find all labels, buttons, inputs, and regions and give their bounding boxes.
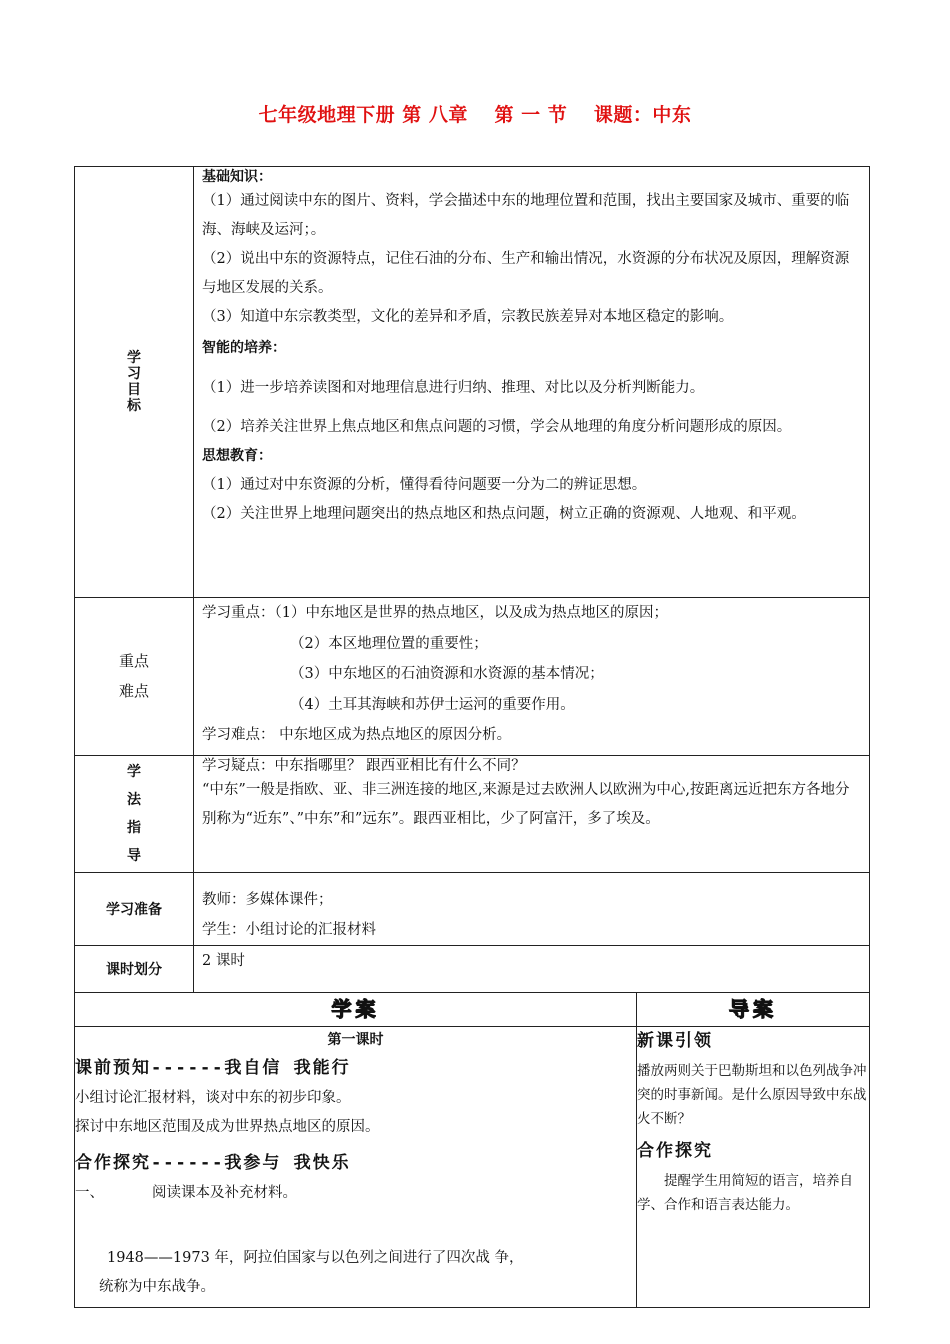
lesson-title: 第一课时 xyxy=(327,1031,384,1048)
prep-content xyxy=(194,872,870,945)
method-answer: “中东”一般是指欧、亚、非三洲连接的地区,来源是过去欧洲人以欧洲为中心,按距离远近把东方各地分别称为“近东”、”中东”和”远东”。跟西亚相比，少了阿富汗，多了埃及。 xyxy=(202,781,850,827)
prep-row xyxy=(75,872,870,945)
explore-title: 合作探究------我参与 我快乐 xyxy=(75,1152,351,1173)
difficulty-point: 学习难点： 中东地区成为热点地区的原因分析。 xyxy=(202,727,512,743)
schedule-row xyxy=(75,945,870,992)
preview-item-2: 探讨中东地区范围及成为世界热点地区的原因。 xyxy=(75,1118,380,1135)
material-line-2: 统称为中东战争。 xyxy=(99,1278,215,1295)
prep-label-cell xyxy=(75,872,194,945)
method-row xyxy=(75,755,870,872)
key-point-4: （4）土耳其海峡和苏伊士运河的重要作用。 xyxy=(290,696,575,713)
keypoints-content xyxy=(194,598,870,756)
guide-explore-text: 提醒学生用简短的语言，培养自学、合作和语言表达能力。 xyxy=(637,1172,853,1213)
key-point-1: 学习重点：（1）中东地区是世界的热点地区，以及成为热点地区的原因； xyxy=(202,605,668,621)
schedule-content xyxy=(194,945,870,992)
schedule-label-cell xyxy=(75,945,194,992)
method-content xyxy=(194,755,870,872)
key-label: 重点 xyxy=(118,652,149,671)
explore-item xyxy=(75,1179,636,1208)
objectives-content xyxy=(194,167,870,598)
thought-item-1: （1）通过对中东资源的分析，懂得看待问题要一分为二的辨证思想。 xyxy=(202,477,647,493)
thought-item-2: （2）关注世界上地理问题突出的热点地区和热点问题，树立正确的资源观、人地观、和平观。 xyxy=(202,506,806,522)
basic-item-3: （3）知道中东宗教类型，文化的差异和矛盾，宗教民族差异对本地区稳定的影响。 xyxy=(202,309,734,325)
ability-item-2: （2）培养关注世界上焦点地区和焦点问题的习惯，学会从地理的角度分析问题形成的原因。 xyxy=(202,419,792,435)
objectives-row xyxy=(75,167,870,598)
student-plan-content xyxy=(75,1026,637,1307)
student-plan-header: 学案 xyxy=(75,992,637,1026)
prep-student: 学生：小组讨论的汇报材料 xyxy=(202,921,376,938)
preview-title: 课前预知------我自信 我能行 xyxy=(75,1057,351,1078)
prep-label: 学习准备 xyxy=(106,901,162,918)
plan-body-row xyxy=(75,1026,870,1307)
key-point-2: （2）本区地理位置的重要性； xyxy=(290,635,488,652)
guide-intro-text: 播放两则关于巴勒斯坦和以色列战争冲突的时事新闻。是什么原因导致中东战火不断？ xyxy=(637,1062,867,1127)
schedule-label: 课时划分 xyxy=(106,961,162,978)
keypoints-row xyxy=(75,598,870,756)
method-label-cell xyxy=(75,755,194,872)
method-question: 学习疑点：中东指哪里？ 跟西亚相比有什么不同？ xyxy=(202,757,526,774)
teacher-guide-header: 导案 xyxy=(637,992,870,1026)
objectives-label-cell xyxy=(75,167,194,598)
guide-intro-title: 新课引领 xyxy=(637,1030,713,1051)
key-point-3: （3）中东地区的石油资源和水资源的基本情况； xyxy=(290,666,604,682)
keypoints-label-cell xyxy=(75,598,194,756)
basic-heading: 基础知识： xyxy=(202,169,272,185)
thought-heading: 思想教育： xyxy=(202,448,272,464)
page-title: 七年级地理下册 第 八章 第 一 节 课题：中东 xyxy=(258,104,692,126)
schedule-value: 2 课时 xyxy=(202,952,245,969)
teacher-guide-content xyxy=(637,1026,870,1307)
explore-item-text: 阅读课本及补充材料。 xyxy=(152,1184,297,1201)
method-label: 学 法 指 导 xyxy=(127,763,141,864)
material-line-1: 1948——1973 年，阿拉伯国家与以色列之间进行了四次战 争， xyxy=(107,1249,524,1266)
basic-item-2: （2）说出中东的资源特点，记住石油的分布、生产和输出情况，水资源的分布状况及原因，理解资源与地区发展的关系。 xyxy=(202,251,850,296)
lesson-plan-table xyxy=(74,166,870,1308)
guide-explore-title: 合作探究 xyxy=(637,1140,713,1161)
prep-teacher: 教师：多媒体课件； xyxy=(202,891,333,908)
objectives-label: 学 习 目 标 xyxy=(127,350,141,414)
explore-item-number: 一、 xyxy=(75,1184,104,1201)
ability-item-1: （1）进一步培养读图和对地理信息进行归纳、推理、对比以及分析判断能力。 xyxy=(202,380,705,396)
basic-item-1: （1）通过阅读中东的图片、资料，学会描述中东的地理位置和范围，找出主要国家及城市、重要的临海、海峡及运河；。 xyxy=(202,193,850,238)
plan-header-row xyxy=(75,992,870,1026)
preview-item-1: 小组讨论汇报材料，谈对中东的初步印象。 xyxy=(75,1089,351,1106)
difficulty-label: 难点 xyxy=(118,682,149,701)
ability-heading: 智能的培养： xyxy=(202,340,286,356)
